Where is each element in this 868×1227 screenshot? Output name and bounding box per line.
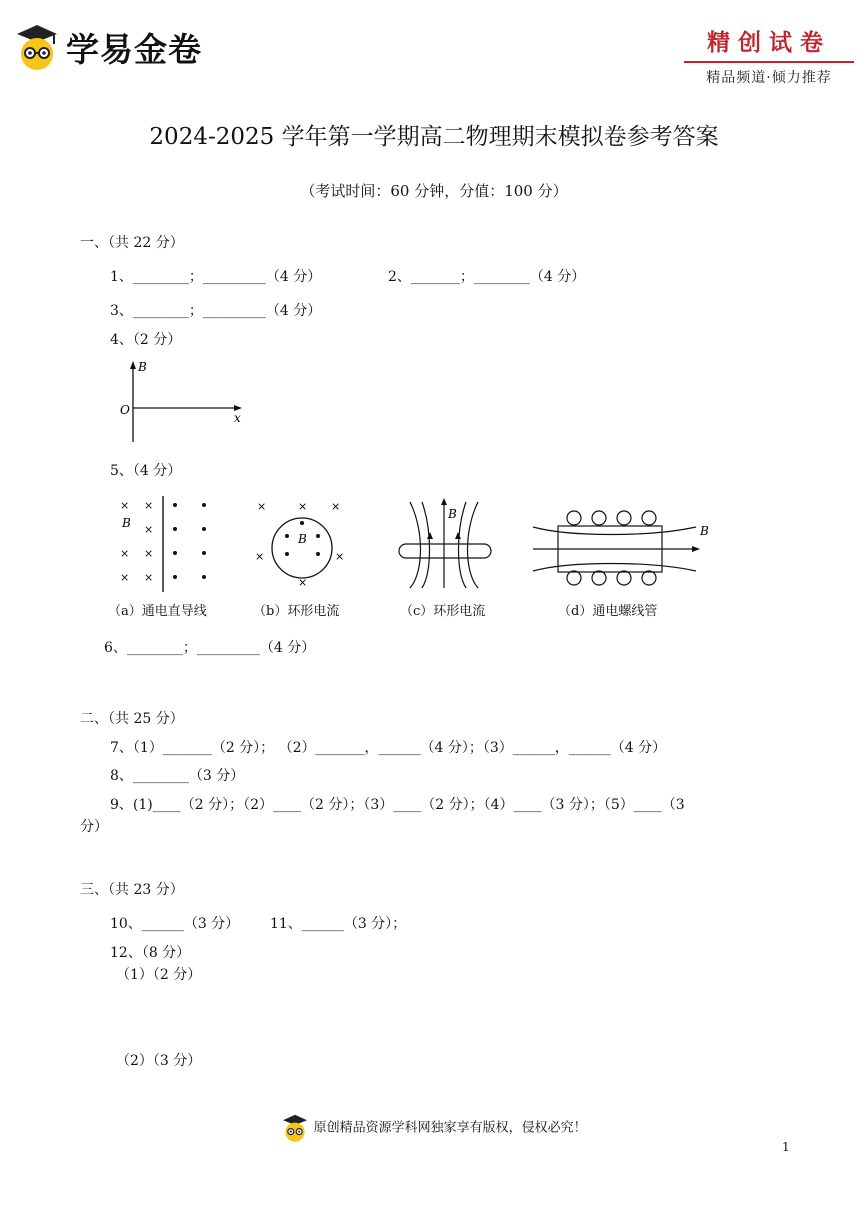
cross-mark: ×: [257, 500, 267, 513]
field-label: B: [298, 532, 307, 546]
seal-subtitle: 精品频道·倾力推荐: [706, 70, 832, 86]
cross-mark: ×: [120, 547, 130, 560]
cross-mark: ×: [144, 523, 154, 536]
question-7: 7、（1）_______（2 分）； （2）_______，______（4 分）；（3）______，______（4 分）: [110, 740, 667, 756]
section-2-heading: 二、（共 25 分）: [80, 711, 184, 727]
page-number: 1: [782, 1140, 790, 1154]
cross-mark: ×: [255, 550, 265, 563]
caption-a: （a）通电直导线: [108, 604, 207, 619]
arrow-icon: [441, 498, 447, 505]
field-label: B: [448, 507, 457, 521]
mascot-icon: [14, 22, 60, 72]
question-3: 3、________；_________（4 分）: [110, 303, 322, 319]
question-12: 12、（8 分）: [110, 945, 191, 961]
cross-mark: ×: [120, 499, 130, 512]
arrow-icon: [427, 532, 433, 539]
field-label: B: [122, 516, 131, 530]
b-x-graph: [112, 358, 252, 446]
field-label: B: [700, 524, 709, 538]
y-axis-arrow-icon: [130, 361, 136, 369]
ring-side-body: [399, 544, 491, 558]
question-2: 2、_______；________（4 分）: [388, 269, 586, 285]
x-axis-label: x: [234, 411, 241, 425]
caption-c: （c）环形电流: [400, 604, 486, 619]
footer-notice: [0, 1113, 868, 1143]
section-3-heading: 三、（共 23 分）: [80, 882, 184, 898]
figure-d-solenoid: [533, 511, 700, 585]
cross-mark: ×: [298, 576, 308, 589]
cross-mark: ×: [331, 500, 341, 513]
origin-label: O: [120, 403, 130, 417]
field-line: [410, 502, 421, 588]
question-6: 6、________；_________（4 分）: [104, 640, 316, 656]
page-subtitle: （考试时间：60 分钟，分值：100 分）: [300, 182, 568, 200]
ring-circle: [272, 518, 332, 578]
figure-a-straight-wire: [120, 496, 206, 592]
question-4: 4、（2 分）: [110, 332, 182, 348]
cross-mark: ×: [144, 547, 154, 560]
question-9-wrap: 分）: [80, 819, 108, 835]
question-1: 1、________；_________（4 分）: [110, 269, 322, 285]
question-9: 9、(1)____（2 分）；（2）____（2 分）；（3）____（2 分）；（4）____（3 分）；（5）____（3: [110, 797, 685, 813]
seal-badge: [684, 24, 854, 87]
y-axis-label: B: [138, 360, 147, 374]
question-11: 11、______（3 分）；: [270, 916, 407, 932]
footer-text: 原创精品资源学科网独家享有版权，侵权必究！: [313, 1120, 587, 1136]
cross-mark: ×: [144, 499, 154, 512]
caption-d: （d）通电螺线管: [558, 604, 658, 619]
caption-b: （b）环形电流: [253, 604, 340, 619]
field-line: [459, 502, 467, 588]
question-5: 5、（4 分）: [110, 463, 182, 479]
brand-name: 学易金卷: [66, 29, 202, 69]
page-title: 2024-2025 学年第一学期高二物理期末模拟卷参考答案: [149, 124, 719, 150]
field-line: [468, 502, 479, 588]
figure-b-ring-current: [255, 500, 344, 589]
question-10: 10、______（3 分）: [110, 916, 240, 932]
figure-c-ring-side: [399, 498, 491, 588]
arrow-icon: [692, 546, 700, 552]
question-12-part-2: （2）（3 分）: [116, 1053, 202, 1069]
mascot-icon: [281, 1113, 309, 1143]
section-1-heading: 一、（共 22 分）: [80, 235, 184, 251]
brand-logo: [14, 22, 202, 72]
field-line: [422, 502, 430, 588]
arrow-icon: [455, 532, 461, 539]
cross-mark: ×: [335, 550, 345, 563]
cross-mark: ×: [298, 500, 308, 513]
seal-title: 精创试卷: [684, 24, 854, 63]
question-12-part-1: （1）（2 分）: [116, 967, 202, 983]
cross-mark: ×: [144, 571, 154, 584]
question-8: 8、________（3 分）: [110, 768, 245, 784]
cross-mark: ×: [120, 571, 130, 584]
